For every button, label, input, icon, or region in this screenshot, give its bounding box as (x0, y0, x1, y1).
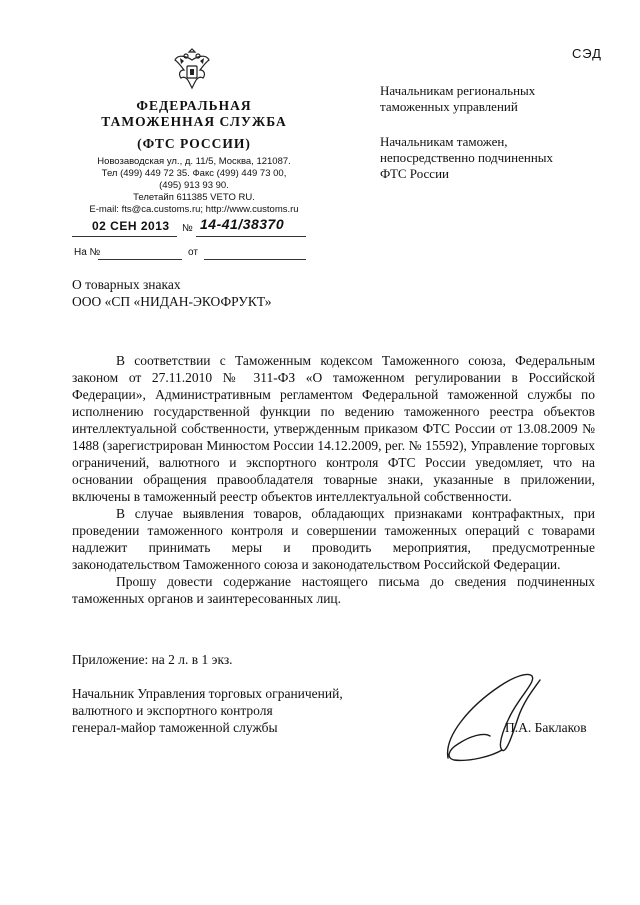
registration-date: 02 СЕН 2013 (92, 219, 170, 233)
attachment-note: Приложение: на 2 л. в 1 экз. (72, 652, 233, 667)
date-underline (72, 236, 177, 237)
letter-body (72, 352, 595, 607)
addressee-line: таможенных управлений (380, 99, 518, 114)
reply-from-underline (204, 259, 306, 260)
position-line: генерал-майор таможенной службы (72, 720, 278, 735)
org-line-2: ТАМОЖЕННАЯ СЛУЖБА (101, 114, 287, 129)
position-line: Начальник Управления торговых ограничений, (72, 686, 343, 701)
addressee-group-2 (380, 134, 610, 182)
addressee-line: непосредственно подчиненных (380, 150, 554, 165)
organization-name (70, 98, 318, 152)
subject-line-1: О товарных знаках (72, 277, 181, 292)
org-abbreviation: (ФТС РОССИИ) (137, 136, 251, 151)
addressee-line: Начальникам таможен, (380, 134, 508, 149)
contact-email: E-mail: fts@ca.customs.ru; http://www.customs.ru (89, 204, 299, 215)
subject-line-2: ООО «СП «НИДАН-ЭКОФРУКТ» (72, 294, 272, 309)
addressee-line: ФТС России (380, 166, 449, 181)
contact-phones-2: (495) 913 93 90. (159, 180, 229, 191)
addressee-group-1 (380, 83, 610, 115)
contact-address: Новозаводская ул., д. 11/5, Москва, 121087. (97, 156, 291, 167)
position-line: валютного и экспортного контроля (72, 703, 273, 718)
letter-subject (72, 276, 272, 310)
body-paragraph-3: Прошу довести содержание настоящего письма до сведения подчиненных таможенных органов и заинтересованных лиц. (72, 574, 595, 606)
body-paragraph-2: В случае выявления товаров, обладающих признаками контрафактных, при проведении таможенного контроля и совершении таможенных операций с товарами надлежит принимать меры и проводить мероприятия, предусмотренные законодательством Таможенного союза и законодательством Российской Федерации. (72, 506, 595, 572)
signatory-position (72, 685, 343, 736)
reply-number-label: На № (74, 247, 101, 258)
contact-details (70, 156, 318, 216)
handwritten-signature-icon (440, 666, 550, 766)
addressee-line: Начальникам региональных (380, 83, 536, 98)
document-system-mark: СЭД (572, 46, 602, 61)
signatory-name: П.А. Баклаков (505, 720, 587, 735)
contact-teletype: Телетайп 611385 VETO RU. (133, 192, 255, 203)
body-paragraph-1: В соответствии с Таможенным кодексом Таможенного союза, Федеральным законом от 27.11.2010 № 311-ФЗ «О таможенном регулировании в Российской Федерации», Административным регламентом Федеральной таможенной службы по исполнению государственной функции по ведению таможенного реестра объектов интеллектуальной собственности, утвержденным приказом ФТС России от 13.08.2009 № 1488 (зарегистрирован Минюстом России 14.12.2009, рег. № 15592), Управление торговых ограничений, валютного и экспортного контроля ФТС России уведомляет, что на основании обращения правообладателя товарные знаки, указанные в приложении, включены в таможенный реестр объектов интеллектуальной собственности. (72, 353, 595, 504)
registration-number: 14-41/38370 (200, 216, 285, 232)
russian-double-headed-eagle-icon (172, 48, 212, 92)
org-line-1: ФЕДЕРАЛЬНАЯ (136, 98, 252, 113)
reply-number-underline (98, 259, 182, 260)
number-underline (196, 236, 306, 237)
registration-number-label: № (182, 223, 193, 234)
contact-phones: Тел (499) 449 72 35. Факс (499) 449 73 00, (101, 168, 287, 179)
reply-from-label: от (188, 247, 198, 258)
